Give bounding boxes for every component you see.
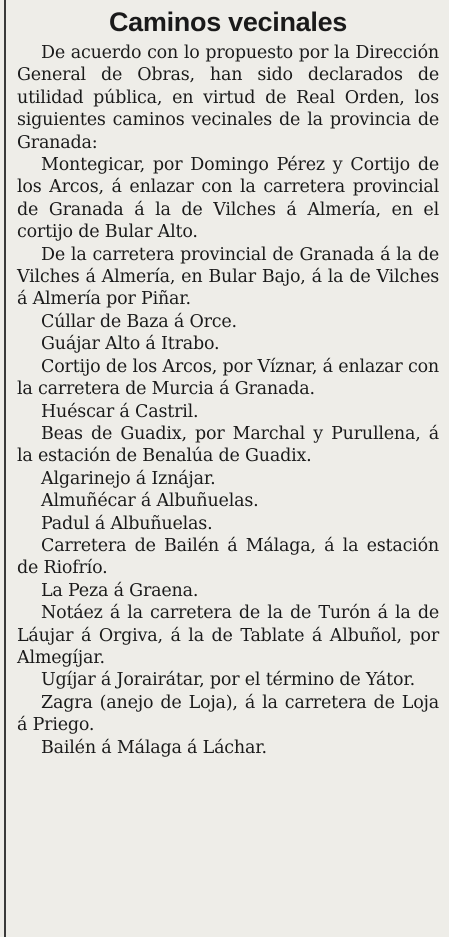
road-item: Carretera de Bailén á Málaga, á la estación de Riofrío. [17, 535, 439, 579]
road-item: Montegicar, por Domingo Pérez y Cortijo de los Arcos, á enlazar con la carretera provincial de Granada á la de Vilches á Almería, en el cortijo de Bular Alto. [17, 155, 439, 243]
road-item: Algarinejo á Iznájar. [41, 468, 216, 489]
intro-paragraph: De acuerdo con lo propuesto por la Dirección General de Obras, han sido declarados de utilidad pública, en virtud de Real Orden, los siguientes caminos vecinales de la provincia de Granada: [17, 43, 439, 153]
road-item: Zagra (anejo de Loja), á la carretera de Loja á Priego. [17, 692, 439, 736]
road-item: Bailén á Málaga á Láchar. [41, 737, 267, 758]
road-item: Cortijo de los Arcos, por Víznar, á enlazar con la carretera de Murcia á Granada. [17, 356, 439, 400]
road-item: Padul á Albuñuelas. [41, 513, 213, 534]
road-item: Ugíjar á Jorairátar, por el término de Yátor. [41, 670, 415, 691]
road-item: De la carretera provincial de Granada á la de Vilches á Almería, en Bular Bajo, á la de Vilches á Almería por Piñar. [17, 244, 439, 310]
road-item: Huéscar á Castril. [41, 401, 199, 422]
road-item: Almuñécar á Albuñuelas. [41, 491, 259, 512]
road-item: Guájar Alto á Itrabo. [41, 334, 220, 355]
road-item: Cúllar de Baza á Orce. [41, 311, 237, 332]
article-title: Caminos vecinales [108, 7, 348, 37]
road-item: Notáez á la carretera de la de Turón á la de Láujar á Orgiva, á la de Tablate á Albuñol, por Almegíjar. [17, 603, 439, 668]
column-rule [4, 0, 6, 937]
road-item: La Peza á Graena. [41, 580, 199, 601]
article-body [17, 42, 439, 759]
road-item: Beas de Guadix, por Marchal y Purullena, á la estación de Benalúa de Guadix. [17, 423, 439, 467]
